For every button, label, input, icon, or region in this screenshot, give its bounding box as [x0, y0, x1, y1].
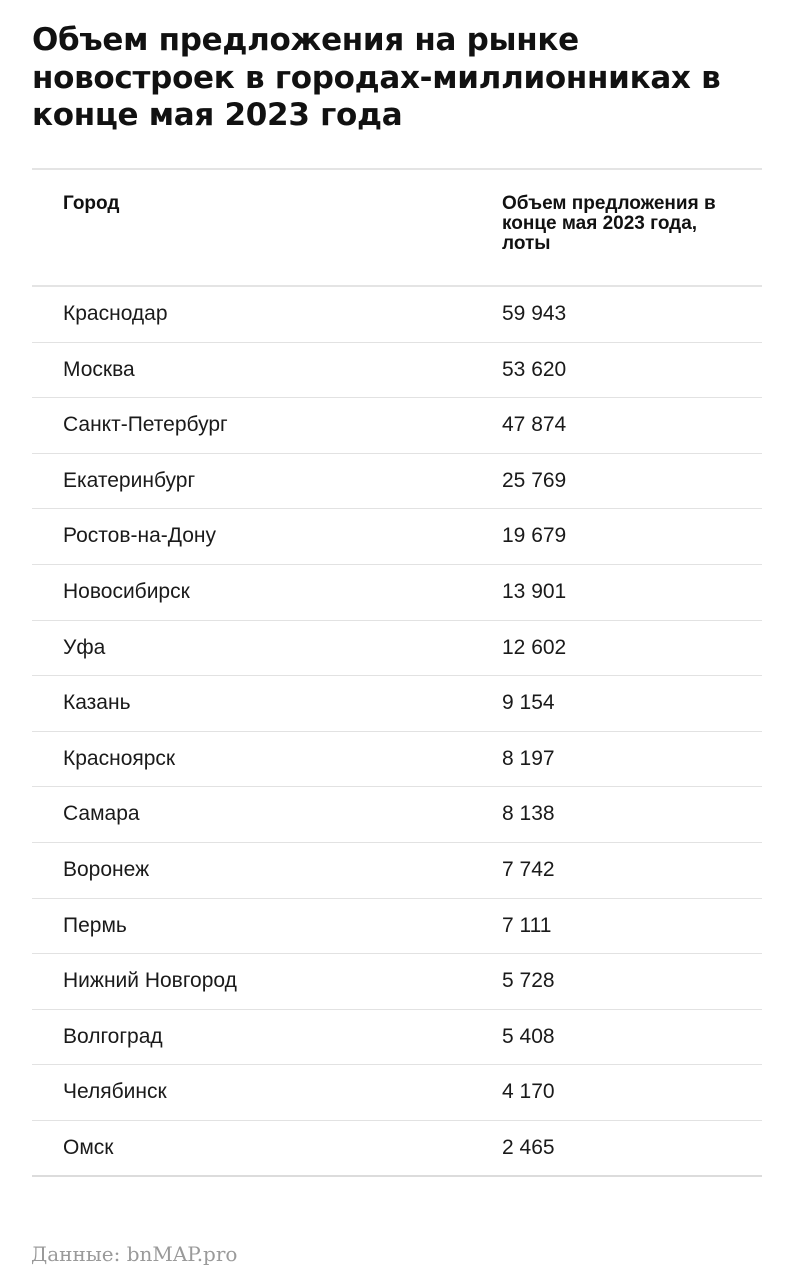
cell-value: 59 943 [502, 302, 567, 325]
cell-city: Екатеринбург [63, 468, 196, 492]
cell-city: Нижний Новгород [63, 969, 237, 993]
table-row [32, 1065, 762, 1121]
table-row [32, 843, 762, 899]
table-row [32, 565, 762, 621]
cell-value: 47 874 [502, 413, 567, 437]
cell-city: Ростов-на-Дону [63, 524, 216, 548]
cell-value: 4 170 [502, 1080, 555, 1104]
cell-value: 12 602 [502, 635, 567, 659]
table-row [32, 398, 762, 454]
source-note: Данные: bnMAP.pro [31, 1242, 238, 1266]
cell-value: 5 408 [502, 1024, 555, 1048]
table-row [32, 509, 762, 565]
table-body [32, 287, 762, 1177]
page-title: Объем предложения на рынке новостроек в городах-миллионниках в конце мая 2023 года [32, 22, 721, 133]
cell-city: Омск [63, 1135, 114, 1159]
table-row [32, 732, 762, 788]
table-row [32, 454, 762, 510]
cell-value: 13 901 [502, 579, 567, 603]
cell-value: 5 728 [502, 969, 555, 993]
table-row [32, 343, 762, 399]
table-row [32, 954, 762, 1010]
cell-value: 7 111 [502, 913, 552, 937]
table-row [32, 287, 762, 343]
table-row [32, 1010, 762, 1066]
cell-city: Уфа [63, 635, 106, 659]
cell-city: Пермь [63, 913, 127, 937]
table-row [32, 899, 762, 955]
table-row [32, 621, 762, 677]
cell-value: 8 138 [502, 802, 555, 826]
data-table [32, 168, 762, 1177]
table-row [32, 787, 762, 843]
cell-value: 8 197 [502, 746, 555, 770]
cell-value: 53 620 [502, 357, 567, 381]
cell-city: Воронеж [63, 857, 150, 881]
column-header-city: Город [63, 193, 120, 214]
cell-value: 7 742 [502, 857, 555, 881]
cell-city: Волгоград [63, 1024, 163, 1048]
cell-city: Краснодар [63, 302, 168, 325]
table-row [32, 676, 762, 732]
column-header-value: Объем предложения в конце мая 2023 года, лоты [502, 193, 716, 254]
cell-city: Красноярск [63, 746, 176, 770]
table-header [32, 170, 762, 287]
cell-city: Самара [63, 802, 140, 826]
cell-value: 25 769 [502, 468, 567, 492]
table-row [32, 1121, 762, 1177]
cell-city: Санкт-Петербург [63, 413, 228, 437]
cell-city: Челябинск [63, 1080, 167, 1104]
cell-city: Москва [63, 357, 135, 381]
cell-value: 2 465 [502, 1135, 555, 1159]
cell-value: 19 679 [502, 524, 567, 548]
cell-city: Новосибирск [63, 579, 190, 603]
cell-city: Казань [63, 691, 131, 715]
cell-value: 9 154 [502, 691, 555, 715]
